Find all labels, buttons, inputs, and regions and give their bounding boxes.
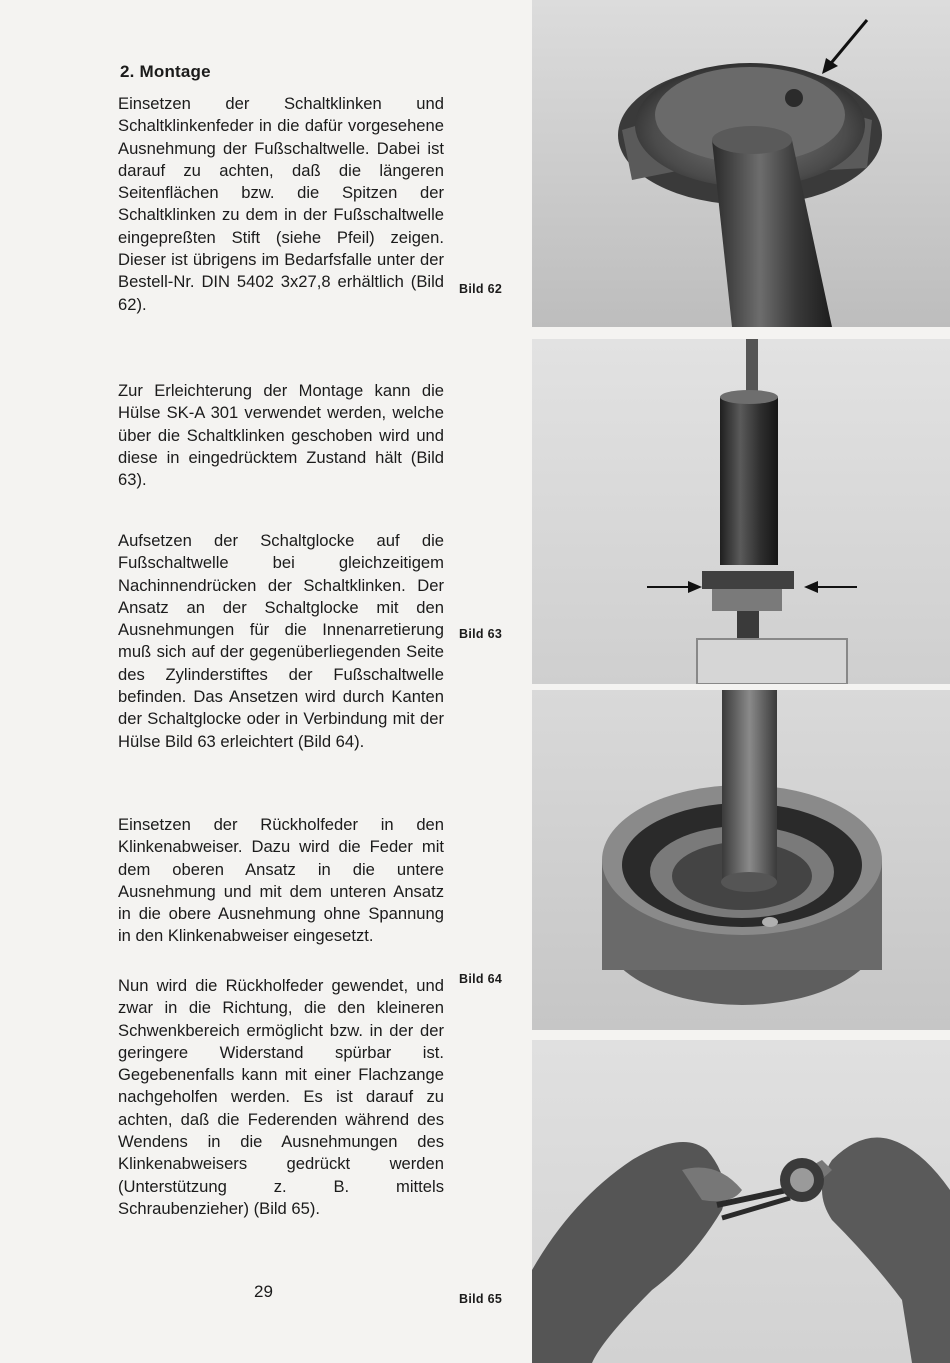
page-number: 29 [254,1282,273,1301]
photo-bild-64 [532,690,950,1030]
photo-bild-65 [532,1040,950,1363]
section-heading: 2. Montage [120,62,211,81]
paragraph-rueckholfeder-einsetzen: Einsetzen der Rückholfeder in den Klinkenabweiser. Dazu wird die Feder mit dem oberen Ansatz in die untere Ausnehmung und mit dem unteren Ansatz in die obere Ausnehmung ohne Spannung in den Klinkenabweiser eingesetzt. [118,815,444,946]
paragraph-schaltklinken: Einsetzen der Schaltklinken und Schaltklinkenfeder in die dafür vorgesehene Ausnehmung der Fußschaltwelle. Dabei ist darauf zu achten, daß die längeren Seitenflächen bzw. die Spitzen der Schaltklinken zu dem in der Fußschaltwelle eingepreßten Stift (siehe Pfeil) zeigen. Dieser ist übrigens im Bedarfsfalle unter der Bestell-Nr. DIN 5402 3x27,8 erhältlich (Bild 62). [118,94,444,314]
photo-bild-62 [532,0,950,327]
paragraph-huelse: Zur Erleichterung der Montage kann die Hülse SK-A 301 verwendet werden, welche über die Schaltklinken geschoben wird und diese in eingedrücktem Zustand hält (Bild 63). [118,381,444,490]
paragraph-rueckholfeder-wenden: Nun wird die Rückholfeder gewendet, und zwar in die Richtung, die den kleineren Schwenkbereich ermöglicht bzw. in der der geringere Widerstand spürbar ist. Gegebenenfalls kann mit einer Flachzange nachgeholfen werden. Es ist darauf zu achten, daß die Federenden während des Wendens in die Ausnehmungen des Klinkenabweisers gedrückt werden (Unterstützung z. B. mittels Schraubenzieher) (Bild 65). [118,976,444,1218]
paragraph-schaltglocke: Aufsetzen der Schaltglocke auf die Fußschaltwelle bei gleichzeitigem Nachinnendrücken der Schaltklinken. Der Ansatz an der Schaltglocke mit den Ausnehmungen für die Innenarretierung muß sich auf der gegenüberliegenden Seite des Zylinderstiftes der Fußschaltwelle befinden. Das Ansetzen wird durch Kanten der Schaltglocke oder in Verbindung mit der Hülse Bild 63 erleichtert (Bild 64). [118,531,444,751]
caption-bild-63: Bild 63 [459,627,503,641]
photo-bild-63 [532,339,950,684]
caption-bild-62: Bild 62 [459,282,503,296]
caption-bild-64: Bild 64 [459,972,503,986]
caption-bild-65: Bild 65 [459,1292,503,1306]
